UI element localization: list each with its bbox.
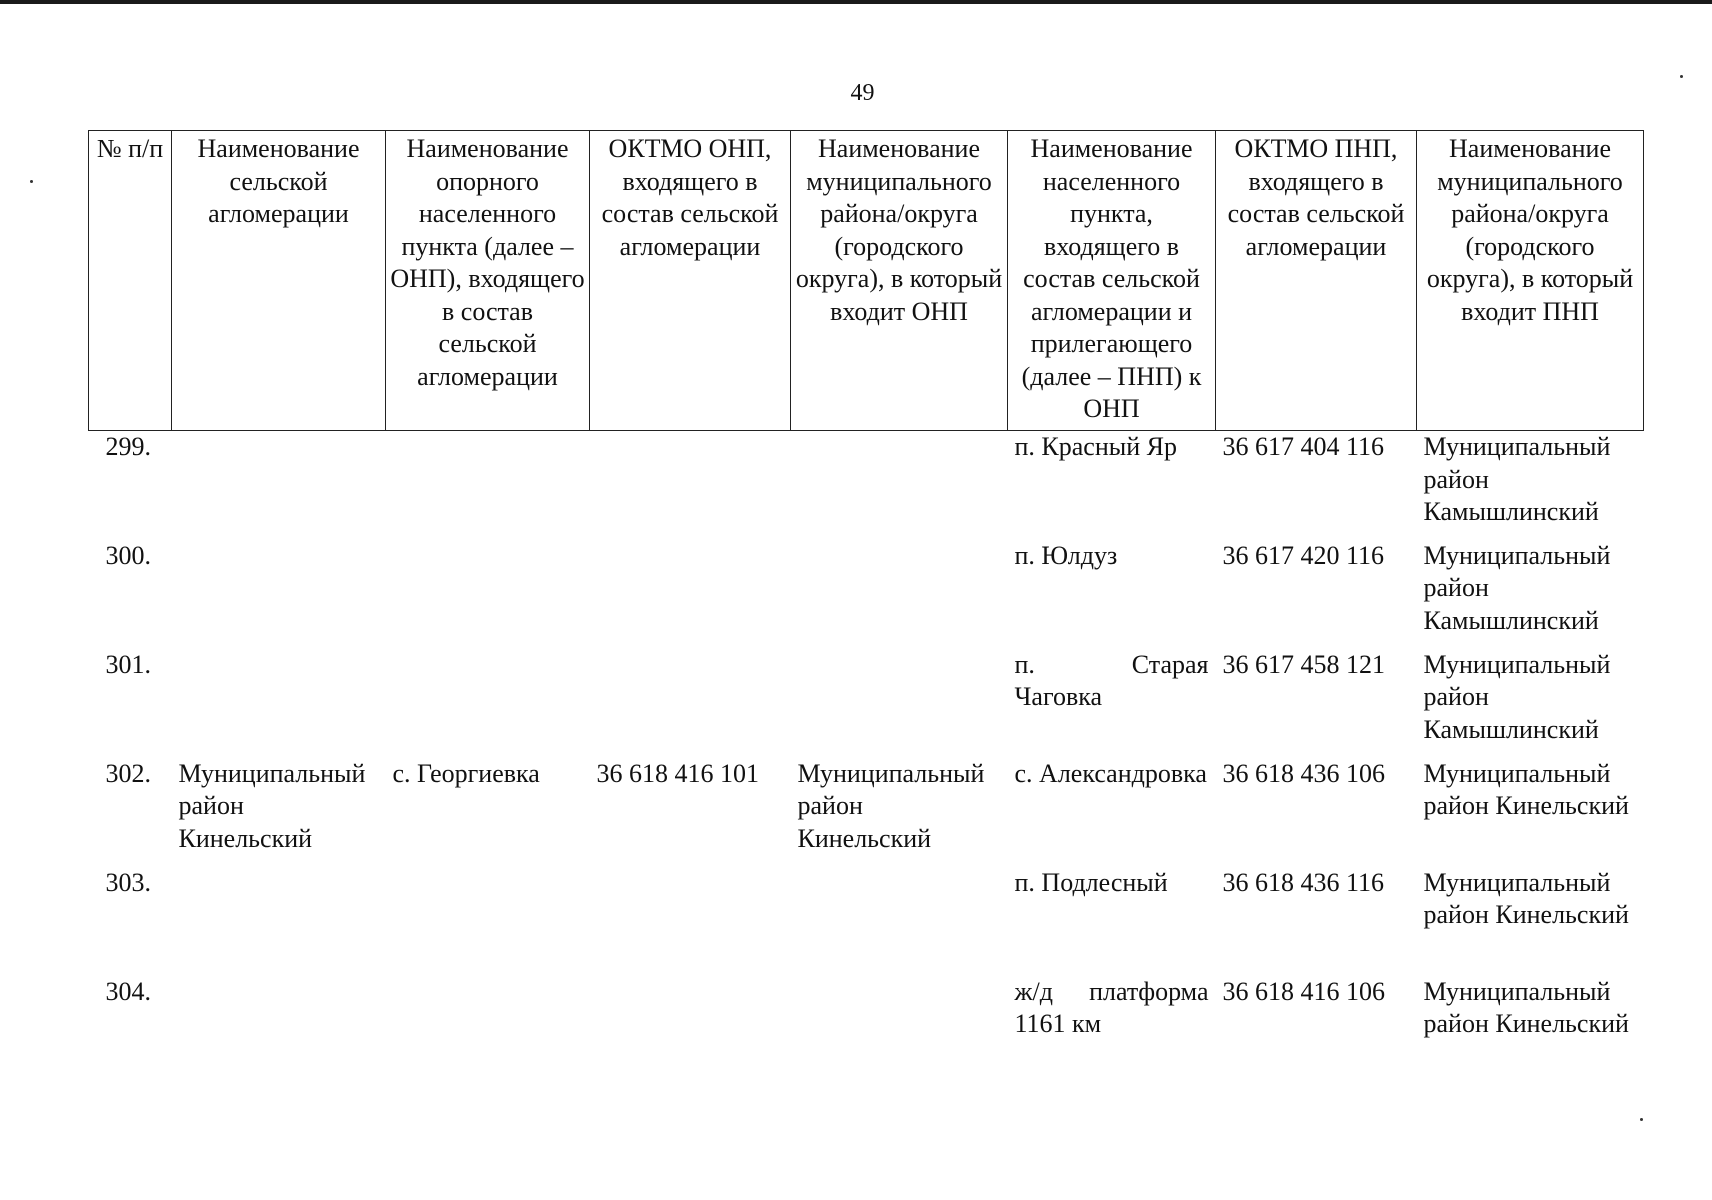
page-top-border [0,0,1712,4]
cell-onp-oktmo [590,976,791,1085]
cell-onp-name [386,867,590,976]
cell-pnp-district: Муниципальный район Камышлинский [1423,649,1611,744]
cell-onp-name [386,540,590,649]
cell-onp-oktmo: 36 618 416 101 [596,758,759,788]
table-row [89,540,1644,649]
table-header [89,131,1644,431]
scan-speck [30,180,33,183]
cell-onp-name [386,649,590,758]
cell-pnp-district: Муниципальный район Кинельский [1423,867,1629,929]
table-row [89,431,1644,540]
header-onp-district: Наименование муниципального района/округа (городского округа), в который входит ОНП [791,131,1008,431]
cell-onp-name [386,431,590,540]
cell-agglomeration-name [172,976,386,1085]
header-pnp-district: Наименование муниципального района/округа (городского округа), в который входит ПНП [1417,131,1644,431]
cell-pnp-oktmo: 36 618 416 106 [1222,976,1385,1006]
cell-onp-district [791,431,1008,540]
cell-onp-district [791,867,1008,976]
header-onp-oktmo: ОКТМО ОНП, входящего в состав сельской агломерации [590,131,791,431]
cell-pnp-oktmo: 36 618 436 106 [1222,758,1385,788]
cell-pnp-name: п. Юлдуз [1014,540,1118,570]
table-row [89,867,1644,976]
header-agglomeration-name: Наименование сельской агломерации [172,131,386,431]
header-pnp-oktmo: ОКТМО ПНП, входящего в состав сельской агломерации [1216,131,1417,431]
cell-agglomeration-name: Муниципальный район Кинельский [178,758,366,853]
cell-pnp-district: Муниципальный район Кинельский [1423,758,1629,820]
cell-number: 301. [105,649,151,679]
cell-agglomeration-name [172,540,386,649]
cell-number: 300. [105,540,151,570]
cell-pnp-name: п. Старая Чаговка [1014,649,1209,711]
header-row [89,131,1644,431]
cell-agglomeration-name [172,867,386,976]
header-number: № п/п [89,131,172,431]
table-row [89,976,1644,1085]
cell-number: 303. [105,867,151,897]
cell-agglomeration-name [172,649,386,758]
scan-speck [1640,1118,1643,1121]
table-row [89,758,1644,867]
cell-pnp-district: Муниципальный район Кинельский [1423,976,1629,1038]
table-body [89,431,1644,1085]
cell-pnp-oktmo: 36 617 458 121 [1222,649,1385,679]
cell-onp-name: с. Георгиевка [392,758,540,788]
cell-pnp-district: Муниципальный район Камышлинский [1423,540,1611,635]
page-number: 49 [850,80,875,106]
cell-number: 302. [105,758,151,788]
header-pnp-name: Наименование населенного пункта, входящего в состав сельской агломерации и прилегающего (далее – ПНП) к ОНП [1008,131,1216,431]
table-row [89,649,1644,758]
cell-pnp-name: ж/д платформа 1161 км [1014,976,1209,1038]
cell-pnp-oktmo: 36 618 436 116 [1222,867,1385,897]
cell-pnp-name: п. Красный Яр [1014,432,1177,461]
cell-onp-oktmo [590,540,791,649]
cell-pnp-district: Муниципальный район Камышлинский [1423,432,1611,526]
cell-onp-name [386,976,590,1085]
cell-onp-district [791,649,1008,758]
cell-onp-district [791,976,1008,1085]
cell-pnp-name: с. Александровка [1014,758,1207,788]
header-onp-name: Наименование опорного населенного пункта (далее – ОНП), входящего в состав сельской агломерации [386,131,590,431]
cell-pnp-oktmo: 36 617 404 116 [1222,432,1385,461]
cell-number: 304. [105,976,151,1006]
scan-speck [1680,75,1683,78]
cell-onp-district [791,540,1008,649]
cell-number: 299. [105,432,151,461]
cell-onp-district: Муниципальный район Кинельский [797,758,985,853]
cell-agglomeration-name [172,431,386,540]
cell-onp-oktmo [590,649,791,758]
agglomeration-table [88,130,1644,1085]
cell-onp-oktmo [590,867,791,976]
cell-pnp-name: п. Подлесный [1014,867,1168,897]
cell-pnp-oktmo: 36 617 420 116 [1222,540,1385,570]
cell-onp-oktmo [590,431,791,540]
